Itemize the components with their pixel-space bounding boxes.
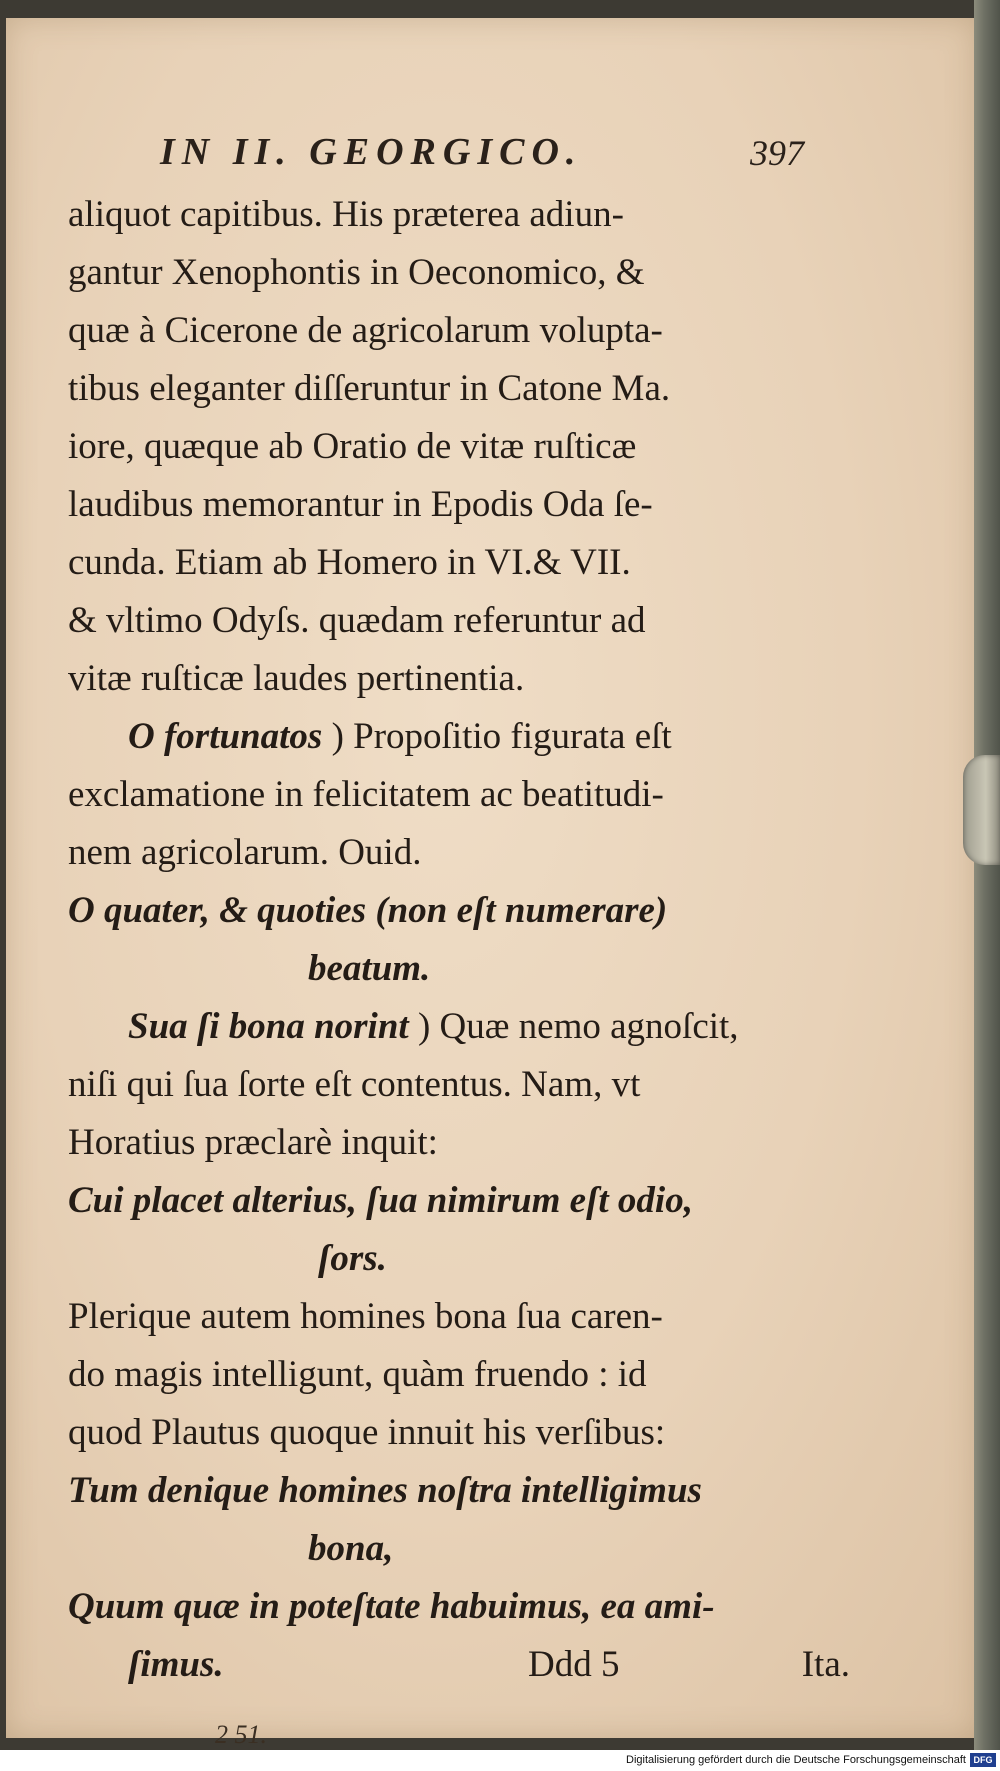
quote-line: Cui placet alterius, ſua nimirum eſt odio, [68, 1180, 693, 1221]
text-line: & vltimo Odyſs. quædam referuntur ad [68, 600, 646, 641]
page-number: 397 [750, 133, 804, 173]
body-text [68, 186, 858, 1694]
signature-mark: Ddd 5 [528, 1644, 620, 1685]
text-line: tibus eleganter diſſeruntur in Catone Ma. [68, 368, 671, 409]
text-line: niſi qui ſua ſorte eſt contentus. Nam, vt [68, 1064, 641, 1105]
catchword: Ita. [801, 1644, 850, 1685]
quote-line: Tum denique homines noſtra intelligimus [68, 1470, 702, 1511]
book-clasp [963, 755, 1000, 865]
quote-end: ſimus. [128, 1644, 224, 1685]
commentary: ) Quæ nemo agnoſcit, [417, 1006, 739, 1047]
text-line: cunda. Etiam ab Homero in VI.& VII. [68, 542, 631, 583]
text-line: Horatius præclarè inquit: [68, 1122, 438, 1163]
running-head: IN II. GEORGICO. [160, 131, 583, 173]
text-line: laudibus memorantur in Epodis Oda ſe- [68, 484, 653, 525]
quote-line: O quater, & quoties (non eſt numerare) [68, 890, 668, 931]
commentary: ) Propoſitio figurata eſt [331, 716, 672, 757]
text-line [68, 998, 858, 1056]
text-line: iore, quæque ab Oratio de vitæ ruſticæ [68, 426, 637, 467]
lemma: Sua ſi bona norint [128, 1006, 409, 1047]
text-line: vitæ ruſticæ laudes pertinentia. [68, 658, 525, 699]
text-line [68, 708, 858, 766]
text-line [68, 1636, 858, 1694]
text-line: do magis intelligunt, quàm fruendo : id [68, 1354, 647, 1395]
book-spine [974, 0, 1000, 1750]
text-line: nem agricolarum. Ouid. [68, 832, 422, 873]
lemma: O fortunatos [128, 716, 323, 757]
text-line: gantur Xenophontis in Oeconomico, & [68, 252, 645, 293]
text-line: aliquot capitibus. His præterea adiun- [68, 194, 624, 235]
page-header [146, 130, 826, 180]
text-line: quod Plautus quoque innuit his verſibus: [68, 1412, 666, 1453]
bottom-note: 2 51. [215, 1720, 267, 1749]
text-line: quæ à Cicerone de agricolarum volupta- [68, 310, 663, 351]
quote-line: beatum. [308, 948, 431, 989]
dfg-logo-icon: DFG [970, 1753, 996, 1767]
text-line: Plerique autem homines bona ſua caren- [68, 1296, 663, 1337]
quote-line: bona, [308, 1528, 394, 1569]
quote-line: Quum quæ in poteſtate habuimus, ea ami- [68, 1586, 715, 1627]
quote-line: ſors. [318, 1238, 387, 1279]
footer [0, 1750, 1000, 1771]
footer-credit: Digitalisierung gefördert durch die Deutsche Forschungsgemeinschaft [626, 1754, 966, 1766]
text-line: exclamatione in felicitatem ac beatitudi- [68, 774, 664, 815]
book-page [6, 18, 978, 1738]
